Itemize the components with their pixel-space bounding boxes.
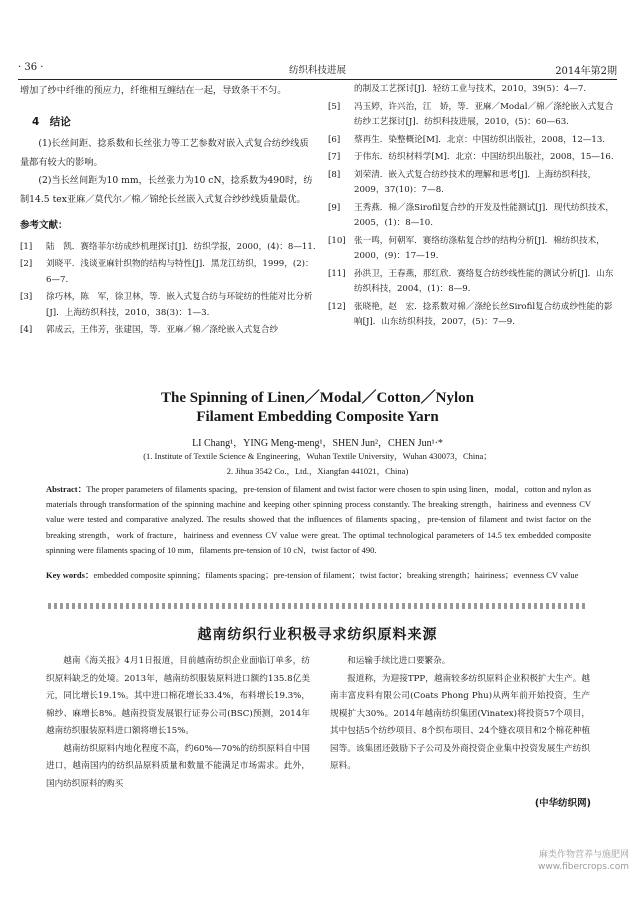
- abstract-text: The proper parameters of filaments spacing，pre-tension of filament and twist factor were chosen to spin using linen，modal，cotton and nylon as materials through transformation of the spinning machine and keeping other spinning process constantly. The breaking strength，hairiness and evenness CV value were tested and comparative analyzed. The results showed that the influences of filaments spacing，pre-tension of filament and twist factor on the breaking strength，work of fracture，hairiness and evenness CV value were great. The optimal technological parameters of 14.5 tex embedded composite spinning were filaments spacing of 10 mm，filaments pre-tension of 10 cN，twist factor of 490.: [46, 484, 592, 555]
- affiliation-2: 2. Jihua 3542 Co.，Ltd.，Xiangfan 441021，China): [226, 466, 409, 476]
- english-keywords: [46, 568, 591, 583]
- news-paragraph: 和运输手续比进口要繁杂。: [347, 656, 451, 666]
- intro-text: 增加了纱中纤维的预应力，纤维相互缠结在一起，导致条干不匀。: [20, 85, 287, 96]
- news-paragraph: 越南《海关报》4月1日报道，目前越南纺织企业面临订单多，纺织原料缺乏的处境。2013年，越南纺织服装原料进口额约135.8亿美元，同比增长19.1%。其中进口棉花增长33.4%，布料增长19.3%，棉纱、麻增长8%。越南投资发展银行证券公司(BSC)预测，2014年越南纺织服装原料进口额将增长15%。: [46, 656, 310, 736]
- english-title-line-2: Filament Embedding Composite Yarn: [196, 409, 439, 425]
- reference-item: [1] 陆 凯．赛络菲尔纺成纱机理探讨[J]．纺织学报，2000，(4)：8—11.: [20, 241, 316, 252]
- reference-item: [12] 张晓艳，赵 宏．捻系数对棉／涤纶长丝Sirofil复合纺成纱性能的影响[J]．山东纺织科技，2007，(5)：7—9.: [328, 301, 613, 327]
- news-right-column: [330, 653, 590, 776]
- reference-item: [8] 刘荣清．嵌入式复合纺纱技术的理解和思考[J]．上海纺织科技，2009，37(10)：7—8.: [328, 169, 597, 195]
- reference-item: [5] 冯玉婷，许兴治，江 娇，等．亚麻／Modal／棉／涤纶嵌入式复合纺纱工艺探讨[J]．纺织科技进展，2010，(5)：60—63.: [328, 101, 614, 127]
- reference-item: [9] 王秀燕．棉／涤Sirofil复合纱的开发及性能测试[J]．现代纺织技术，2005，(1)：8—10.: [328, 202, 614, 228]
- conclusion-1: (1)长丝间距、捻系数和长丝张力等工艺参数对嵌入式复合纺纱线质量都有较大的影响。: [20, 138, 309, 168]
- references-title: 参考文献：: [20, 220, 68, 231]
- reference-item: [11] 孙洪卫，王春燕，那红欣．赛络复合纺纱线性能的测试分析[J]．山东纺织科技，2004，(1)：8—9.: [328, 268, 614, 294]
- reference-item: [10] 张一鸣，何朝军．赛络纺涤粘复合纱的结构分析[J]．棉纺织技术，2000，(9)：17—19.: [328, 235, 605, 261]
- news-paragraph: 报道称，为迎接TPP，越南较多纺织原料企业积极扩大生产。越南丰富皮料有限公司(Coats Phong Phu)从两年前开始投资，生产规模扩大30%。2014年越南纺织集团(Vinatex)将投资57个项目，其中包括5个纺纱项目、8个织布项目、24个缝衣项目和2个棉花种植园等。该集团还鼓励下子公司及外商投资企业集中投资发展生产纺织原料。: [330, 673, 590, 771]
- reference-item: [3] 徐巧林，陈 军，徐卫林，等．嵌入式复合纺与环锭纺的性能对比分析[J]．上海纺织科技，2010，38(3)：1—3.: [20, 292, 313, 318]
- page-header: [18, 62, 617, 78]
- affiliation-1: (1. Institute of Textile Science & Engineering，Wuhan Textile University，Wuhan 430073，China；: [143, 451, 492, 461]
- abstract-label: Abstract：: [46, 484, 87, 494]
- watermark: [538, 849, 629, 873]
- reference-item: 的制及工艺探讨[J]．轻纺工业与技术，2010，39(5)：4—7.: [354, 84, 587, 94]
- news-left-column: [46, 653, 310, 793]
- watermark-line-2: www.fibercrops.com: [538, 862, 629, 872]
- conclusion-2: (2)当长丝间距为10 mm，长丝张力为10 cN，捻系数为490时，纺制14.5 tex亚麻／莫代尔／棉／锦纶长丝嵌入式复合纱纱线质量最优。: [20, 175, 313, 205]
- news-title: 越南纺织行业积极寻求纺织原料来源: [197, 627, 438, 643]
- news-source: (中华纺织网): [534, 798, 591, 809]
- section-divider: [48, 603, 587, 609]
- page-number: · 36 ·: [18, 62, 44, 73]
- reference-item: [2] 刘晓平．浅谈亚麻针织物的结构与特性[J]．黑龙江纺织，1999，(2)：6—7.: [20, 259, 314, 285]
- english-abstract: [46, 482, 591, 558]
- reference-item: [6] 蔡再生．染整概论[M]．北京：中国纺织出版社，2008，12—13.: [328, 134, 606, 145]
- section-title-conclusion: 4 结论: [32, 115, 71, 128]
- left-column: [20, 82, 316, 341]
- english-title-line-1: The Spinning of Linen／Modal／Cotton／Nylon: [161, 390, 474, 406]
- news-paragraph: 越南纺织原料内地化程度不高，约60%—70%的纺织原料自中国进口，越南国内的纺织品原料质量和数量不能满足市场需求。此外，国内纺织原料的购买: [46, 743, 310, 789]
- right-column: [328, 82, 620, 335]
- keywords-text: embedded composite spinning；filaments spacing；pre-tension of filament；twist factor；breaking strength；hairiness；evenness CV value: [93, 570, 579, 580]
- watermark-line-1: 麻类作物营养与施肥网: [538, 850, 629, 860]
- header-rule: [18, 79, 617, 80]
- reference-item: [4] 郭成云，王伟芳，张建国，等．亚麻／棉／涤纶嵌入式复合纱: [20, 325, 279, 335]
- journal-name: 纺织科技进展: [288, 65, 346, 76]
- keywords-label: Key words：: [46, 570, 94, 580]
- year-issue: 2014年第2期: [555, 66, 617, 77]
- english-authors: LI Chang¹，YING Meng-meng¹，SHEN Jun²，CHEN Jun¹·*: [192, 438, 443, 449]
- reference-item: [7] 于伟东．纺织材料学[M]．北京：中国纺织出版社，2008，15—16.: [328, 152, 614, 162]
